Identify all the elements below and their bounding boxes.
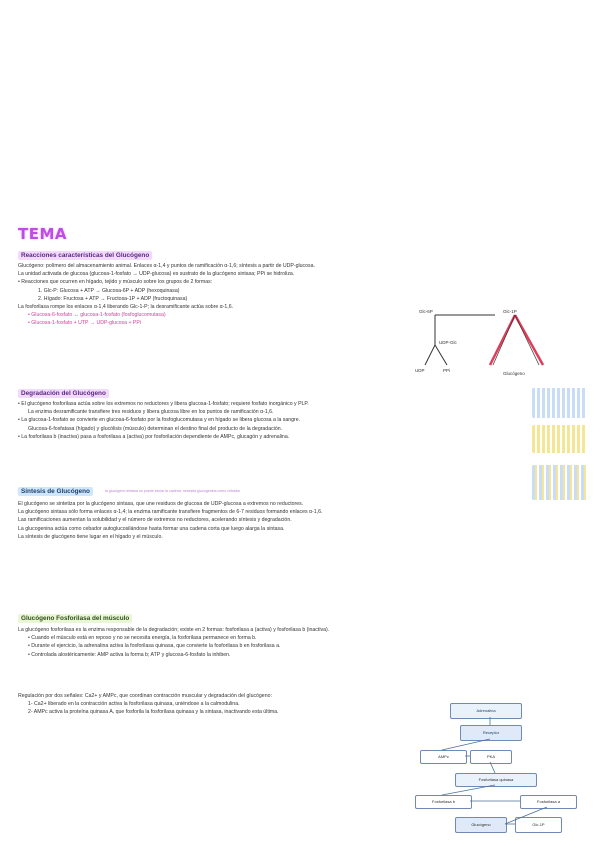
list-item: • Reacciones que ocurren en hígado, tejido y músculo sobre los grupos de 2 formas: <box>18 279 213 286</box>
annotation-note: la glucógeno sintasa no puede iniciar la cadena: necesita glucogenina como cebador <box>105 489 241 493</box>
diagram-edge <box>493 315 515 365</box>
section-heading-1: Reacciones características del Glucógeno <box>18 251 152 260</box>
diagram-node-label: Glucógeno <box>503 371 525 376</box>
diagram-edge <box>490 315 515 365</box>
diagram-label: AMPc <box>438 754 449 759</box>
glycogen-chain-illustration <box>532 388 587 418</box>
section-4-body <box>18 626 568 659</box>
section-heading-2: Degradación del Glucógeno <box>18 389 109 398</box>
diagram-label: Glc-1P <box>532 822 545 827</box>
diagram-edge <box>515 315 543 365</box>
paragraph-line: La unidad activada de glucosa (glucosa-1-fosfato → UDP-glucosa) es sustrato de la glucógeno sintasa; PPi se hidroliza. <box>18 271 295 278</box>
diagram-label: PKA <box>486 754 495 759</box>
diagram-node-label: Glc-6P <box>419 309 433 314</box>
regulation-diagram <box>410 695 590 840</box>
diagram-label: Fosforilasa b <box>432 799 455 804</box>
section-4-regulation <box>18 692 408 717</box>
diagram-arrow <box>442 739 490 750</box>
list-item: 1- Ca2+ liberado en la contracción activa la fosforilasa quinasa, uniéndose a la calmodulina. <box>28 701 240 708</box>
diagram-arrow <box>490 762 495 773</box>
list-item: 2. Hígado: Fructosa + ATP → Fructosa-1P + ADP (fructoquinasa) <box>38 295 188 302</box>
paragraph-line: Las ramificaciones aumentan la solubilidad y el número de extremos no reductores, acelerando síntesis y degradación. <box>18 517 292 524</box>
diagram-edge <box>435 345 447 365</box>
diagram-label: Fosforilasa quinasa <box>478 777 514 782</box>
paragraph-line: Regulación por dos señales: Ca2+ y AMPc, que coordinan contracción muscular y degradación del glucógeno: <box>18 693 272 699</box>
paragraph-line: La glucógeno sintasa sólo forma enlaces α-1,4; la enzima ramificante transfiere fragmentos de 6-7 residuos formando enlaces α-1,6. <box>18 509 323 516</box>
list-item: 1. Glc-P: Glucosa + ATP → Glucosa-6P + ADP (hexoquinasa) <box>38 287 180 294</box>
list-item: • Glucosa-1-fosfato + UTP → UDP-glucosa + PPi <box>28 320 142 327</box>
diagram-label: Receptor <box>482 730 500 735</box>
glycogen-chain-illustration <box>532 425 587 453</box>
paragraph-line: La síntesis de glucógeno tiene lugar en el hígado y el músculo. <box>18 533 163 540</box>
list-item: • Durante el ejercicio, la adrenalina activa la fosforilasa quinasa, que convierte la fosforilasa b en fosforilasa a. <box>28 643 281 650</box>
list-item: • La fosforilasa b (inactiva) pasa a fosforilasa a (activa) por fosforilación dependiente de AMPc, glucagón y adrenalina. <box>18 433 290 440</box>
paragraph-line: La fosforilasa rompe los enlaces α-1,4 liberando Glc-1-P; la desramificante actúa sobre α-1,6. <box>18 304 234 311</box>
diagram-node-label: Glc-1P <box>503 309 517 314</box>
diagram-node-label: UDP <box>415 368 425 373</box>
page-title: TEMA <box>18 225 68 243</box>
list-item: La enzima desramificante transfiere tres residuos y libera glucosa libre en los puntos de ramificación α-1,6. <box>28 409 274 416</box>
list-item: 2- AMPc activa la proteína quinasa A, que fosforila la fosforilasa quinasa y la sintasa, inactivando esta última. <box>28 709 279 716</box>
paragraph-line: Glucógeno: polímero del almacenamiento animal. Enlaces α-1,4 y puntos de ramificación α-1,6; síntesis a partir de UDP-glucosa. <box>18 263 315 269</box>
list-item: • Controlada alostéricamente: AMP activa la forma b; ATP y glucosa-6-fosfato la inhiben. <box>28 651 231 658</box>
paragraph-line: El glucógeno se sintetiza por la glucógeno sintasa, que une residuos de glucosa de UDP-glucosa a extremos no reductores. <box>18 501 304 507</box>
list-item: • La glucosa-1-fosfato se convierte en glucosa-6-fosfato por la fosfoglucomutasa y en hígado se libera glucosa a la sangre. <box>18 417 301 424</box>
diagram-node-label: PPi <box>443 368 451 373</box>
list-item: Glucosa-6-fosfatasa (hígado) y glucólisis (músculo) determinan el destino final del producto de la degradación. <box>28 425 283 432</box>
glycogen-chain-illustration <box>532 465 587 500</box>
paragraph-line: La glucogenina actúa como cebador autoglucosilándose hasta formar una cadena corta que luego alarga la sintasa. <box>18 525 285 532</box>
diagram-label: Glucógeno <box>471 822 491 827</box>
diagram-edge <box>515 315 539 365</box>
diagram-label: Fosforilasa a <box>537 799 560 804</box>
diagram-arrows <box>410 695 590 840</box>
section-2-body <box>18 400 523 441</box>
diagram-arrow <box>505 807 547 824</box>
diagram-node-label: UDP-Glc <box>439 340 457 345</box>
section-heading-4: Glucógeno Fosforilasa del músculo <box>18 614 132 623</box>
diagram-label: Adrenalina <box>476 708 496 713</box>
list-item: • El glucógeno fosforilasa actúa sobre los extremos no reductores y libera glucosa-1-fosfato; requiere fosfato inorgánico y PLP. <box>18 401 309 407</box>
list-item: • Cuando el músculo está en reposo y no se necesita energía, la fosforilasa permanece en forma b. <box>28 635 257 642</box>
section-3-body <box>18 500 523 541</box>
paragraph-line: La glucógeno fosforilasa es la enzima responsable de la degradación; existe en 2 formas: fosforilasa a (activa) y fosforilasa b (inactiva). <box>18 627 330 633</box>
pathway-diagram <box>415 300 585 380</box>
section-heading-3: Síntesis de Glucógeno <box>18 487 93 496</box>
list-item: • Glucosa-6-fosfato ↔ glucosa-1-fosfato (fosfoglucomutasa) <box>28 312 166 319</box>
diagram-arrow <box>442 785 495 795</box>
diagram-edge <box>425 345 435 365</box>
